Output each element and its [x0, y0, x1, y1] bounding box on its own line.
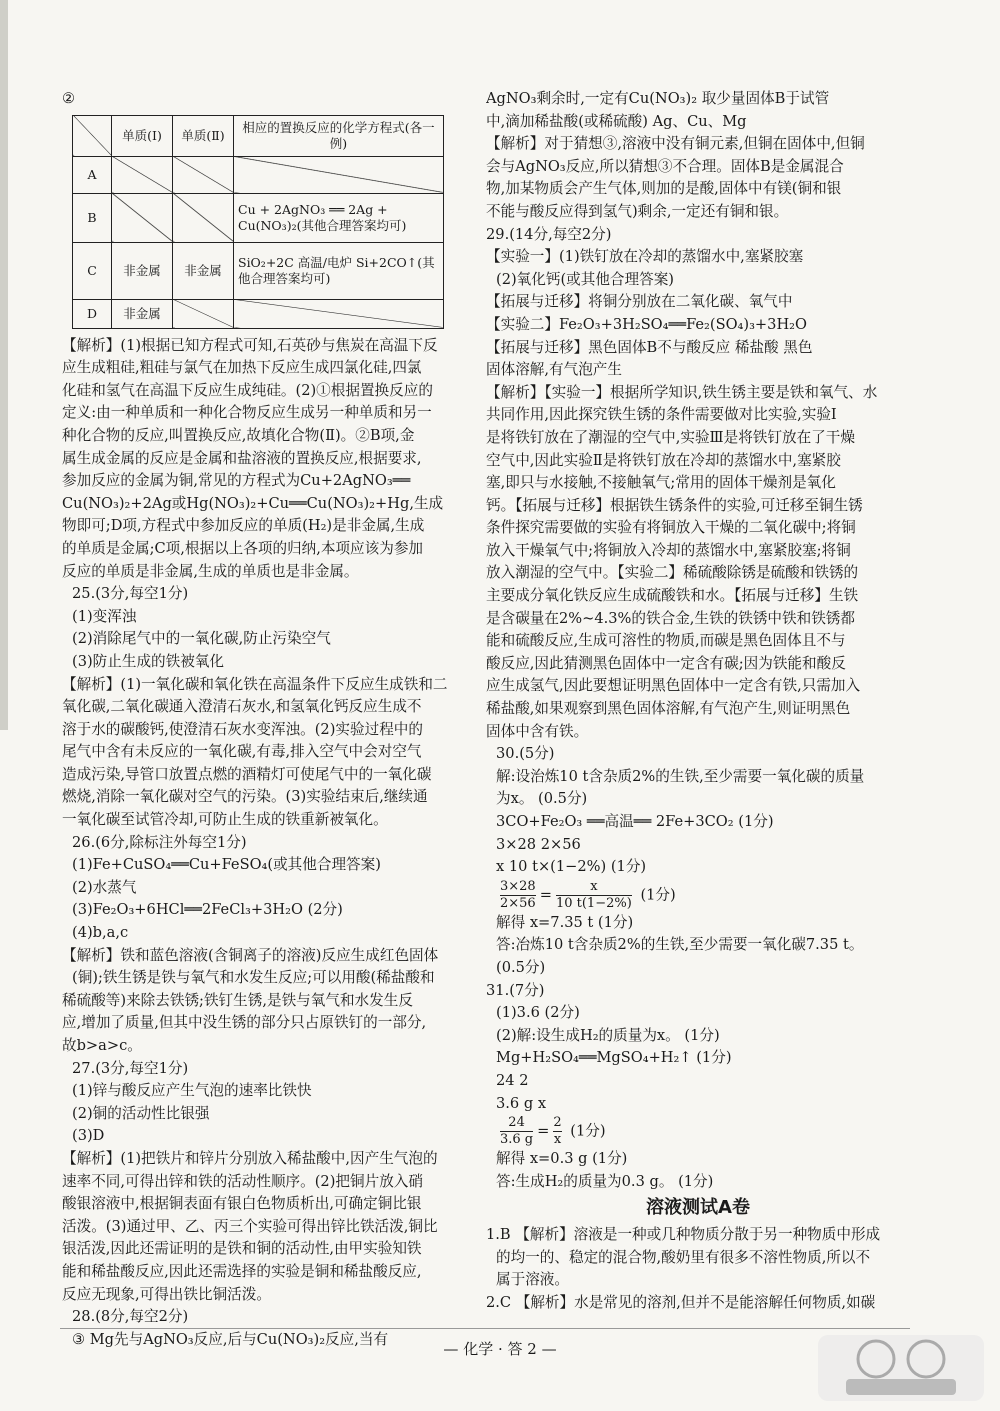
text-line: 应生成氢气,因此要想证明黑色固体中一定含有铁,只需加入: [486, 677, 861, 695]
text-line: (3)防止生成的铁被氧化: [72, 652, 225, 670]
left-column: [62, 88, 464, 1351]
text-line: 【解析】(1)根据已知方程式可知,石英砂与焦炭在高温下反: [62, 336, 438, 354]
text-line: 30.(5分): [496, 745, 555, 763]
table-cell: 非金属: [112, 242, 173, 299]
text-line: 25.(3分,每空1分): [72, 585, 189, 603]
text-line: 答:生成H₂的质量为0.3 g。 (1分): [496, 1172, 714, 1190]
text-line: (1)锌与酸反应产生气泡的速率比铁快: [72, 1082, 312, 1100]
table-header-cell: 相应的置换反应的化学方程式(各一例): [234, 115, 444, 156]
text-line: (3)D: [72, 1127, 105, 1145]
text-line: 应生成粗硅,粗硅与氯气在加热下反应生成四氯化硅,四氯: [62, 359, 422, 377]
points-label: (1分): [640, 886, 676, 904]
text-line: 尾气中含有未反应的一氧化碳,有毒,排入空气中会对空气: [62, 743, 422, 761]
text-line: 解得 x=0.3 g (1分): [496, 1150, 628, 1168]
text-line: 燃烧,消除一氧化碳对空气的污染。(3)实验结束后,继续通: [62, 788, 428, 806]
table-cell: SiO₂+2C 高温/电炉 Si+2CO↑(其他合理答案均可): [234, 242, 444, 299]
text-line: (1)3.6 (2分): [496, 1004, 580, 1022]
text-line: 3CO+Fe₂O₃ ══高温══ 2Fe+3CO₂ (1分): [496, 813, 774, 830]
table-cell: [173, 156, 234, 193]
text-line: 一氧化碳至试管冷却,可防止生成的铁重新被氧化。: [62, 811, 388, 829]
text-line: 【解析】(1)把铁片和锌片分别放入稀盐酸中,因产生气泡的: [62, 1149, 438, 1167]
text-line: (0.5分): [496, 958, 546, 976]
text-line: 28.(8分,每空2分): [72, 1308, 189, 1326]
text-line: 故b>a>c。: [62, 1037, 142, 1054]
text-line: 固体溶解,有气泡产生: [486, 361, 622, 379]
text-line: 属生成金属的反应是金属和盐溶液的置换反应,根据要求,: [62, 449, 422, 467]
text-line: 的单质是金属;C项,根据以上各项的归纳,本项应该为参加: [62, 539, 424, 557]
text-line: 3.6 g x: [496, 1094, 547, 1112]
text-line: 为x。 (0.5分): [496, 790, 588, 808]
text-line: (1)变浑浊: [72, 607, 137, 625]
text-line: AgNO₃剩余时,一定有Cu(NO₃)₂ 取少量固体B于试管: [486, 90, 830, 107]
text-line: 主要成分氧化铁反应生成硫酸铁和水。【拓展与迁移】生铁: [486, 587, 859, 605]
text-line: 能和硫酸反应,生成可溶性的物质,而碳是黑色固体且不与: [486, 632, 846, 650]
text-line: 化硅和氢气在高温下反应生成纯硅。(2)①根据置换反应的: [62, 381, 433, 399]
text-line: (3)Fe₂O₃+6HCl══2FeCl₃+3H₂O (2分): [72, 901, 343, 919]
text-line: 24 2: [496, 1071, 529, 1089]
fraction: $\frac{3\times 28}{2\times 56}$: [500, 878, 536, 911]
footer-rule: [60, 1328, 910, 1329]
table-cell: [173, 299, 234, 328]
text-line: 银活泼,因此还需证明的是铁和铜的活动性,由甲实验知铁: [62, 1240, 422, 1258]
text-line: 的均一的、稳定的混合物,酸奶里有很多不溶性物质,所以不: [496, 1248, 871, 1266]
text-line: 塞,即只与水接触,不接触氧气;常用的固体干燥剂是氧化: [486, 474, 836, 492]
text-line: 条件探究需要做的实验有将铜放入干燥的二氧化碳中;将铜: [486, 519, 856, 537]
text-line: 造成污染,导管口放置点燃的酒精灯可使尾气中的一氧化碳: [62, 765, 432, 783]
text-line: 酸反应,因此猜测黑色固体中一定含有碳;因为铁能和酸反: [486, 654, 846, 672]
table-header-cell: 单质(Ⅰ): [112, 115, 173, 156]
right-text-block: [486, 88, 910, 879]
text-line: 固体中含有铁。: [486, 722, 589, 740]
text-line: 速率不同,可得出锌和铁的活动性顺序。(2)把铜片放入硝: [62, 1172, 423, 1190]
table-cell: D: [73, 299, 112, 328]
text-line: 29.(14分,每空2分): [486, 225, 612, 243]
text-line: Cu(NO₃)₂+2Ag或Hg(NO₃)₂+Cu══Cu(NO₃)₂+Hg,生成: [62, 494, 444, 512]
text-line: 【解析】对于猜想③,溶液中没有铜元素,但铜在固体中,但铜: [486, 135, 865, 153]
text-line: 不能与酸反应得到氢气)剩余,一定还有铜和银。: [486, 202, 789, 220]
text-line: (2)水蒸气: [72, 878, 137, 896]
text-line: 3×28 2×56: [496, 835, 581, 853]
text-line: 物即可;D项,方程式中参加反应的单质(H₂)是非金属,生成: [62, 517, 425, 535]
table-label: ②: [62, 90, 76, 107]
text-line: 解得 x=7.35 t (1分): [496, 913, 634, 931]
text-line: 【解析】【实验一】根据所学知识,铁生锈主要是铁和氧气、水: [486, 383, 878, 401]
fraction: $\frac{2}{x}$: [553, 1115, 562, 1148]
text-line: 26.(6分,除标注外每空1分): [72, 833, 247, 851]
text-line: (1)Fe+CuSO₄══Cu+FeSO₄(或其他合理答案): [72, 856, 381, 874]
fraction: $\frac{24}{3.6 g}$: [500, 1115, 534, 1148]
text-line: 【解析】铁和蓝色溶液(含铜离子的溶液)反应生成红色固体: [62, 946, 439, 964]
text-line: 稀硫酸等)来除去铁锈;铁钉生锈,是铁与氧气和水发生反: [62, 991, 413, 1009]
text-line: 活泼。(3)通过甲、乙、丙三个实验可得出锌比铁活泼,铜比: [62, 1217, 438, 1235]
text-line: Mg+H₂SO₄══MgSO₄+H₂↑ (1分): [496, 1049, 732, 1067]
text-line: 物,加某物质会产生气体,则加的是酸,固体中有镁(铜和银: [486, 180, 842, 198]
text-line: 是将铁钉放在了潮湿的空气中,实验Ⅲ是将铁钉放在了干燥: [486, 428, 855, 446]
text-line: 定义:由一种单质和一种化合物反应生成另一种单质和另一: [62, 404, 432, 422]
text-line: 反应无现象,可得出铁比铜活泼。: [62, 1285, 271, 1303]
right-column: [486, 88, 910, 1314]
text-line: (2)消除尾气中的一氧化碳,防止污染空气: [72, 630, 331, 648]
text-line: 氧化碳,二氧化碳通入澄清石灰水,和氢氧化钙反应生成不: [62, 698, 422, 716]
table-row: [73, 299, 444, 328]
right-text-block: [486, 1224, 910, 1314]
text-line: 能和稀盐酸反应,因此还需选择的实验是铜和稀盐酸反应,: [62, 1262, 422, 1280]
table-header-cell: [73, 115, 112, 156]
text-line: 1.B 【解析】溶液是一种或几种物质分散于另一种物质中形成: [486, 1225, 881, 1243]
text-line: 钙。【拓展与迁移】根据铁生锈条件的实验,可迁移至铜生锈: [486, 496, 863, 514]
text-line: 中,滴加稀盐酸(或稀硫酸) Ag、Cu、Mg: [486, 112, 747, 130]
text-line: (铜);铁生锈是铁与氧气和水发生反应;可以用酸(稀盐酸和: [72, 969, 435, 987]
table-cell: [173, 193, 234, 242]
table-header-row: [73, 115, 444, 156]
right-text-block: [486, 912, 910, 1115]
watermark-logo: [816, 1333, 986, 1403]
text-line: 应,增加了质量,但其中没生锈的部分只占原铁钉的一部分,: [62, 1014, 427, 1032]
text-line: 放入潮湿的空气中。【实验二】稀硫酸除锈是硫酸和铁锈的: [486, 564, 859, 582]
table-cell: C: [73, 242, 112, 299]
table-row: [73, 156, 444, 193]
text-line: 是含碳量在2%~4.3%的铁合金,生铁的铁锈中铁和铁锈都: [486, 609, 855, 627]
scan-edge: [0, 0, 8, 730]
substitution-table: [72, 115, 444, 329]
table-cell: Cu + 2AgNO₃ ══ 2Ag + Cu(NO₃)₂(其他合理答案均可): [234, 193, 444, 242]
table-cell: B: [73, 193, 112, 242]
section-title: 溶液测试A卷: [646, 1197, 750, 1219]
text-line: 解:设治炼10 t含杂质2%的生铁,至少需要一氧化碳的质量: [496, 767, 865, 785]
text-line: 酸银溶液中,根据铜表面有银白色物质析出,可确定铜比银: [62, 1195, 422, 1213]
proportion-equation: $\frac{24}{3.6 g}$ = $\frac{2}{x}$ (1分): [500, 1115, 606, 1148]
table-header-cell: 单质(Ⅱ): [173, 115, 234, 156]
text-line: 【解析】(1)一氧化碳和氧化铁在高温条件下反应生成铁和二: [62, 675, 448, 693]
page-footer: — 化学 · 答 2 —: [443, 1340, 557, 1358]
right-text-block: [486, 1148, 910, 1193]
text-line: 答:冶炼10 t含杂质2%的生铁,至少需要一氧化碳7.35 t。: [496, 936, 864, 954]
text-line: 参加反应的金属为铜,常见的方程式为Cu+2AgNO₃══: [62, 472, 411, 490]
text-line: x 10 t×(1−2%) (1分): [496, 858, 647, 876]
table-cell: [112, 193, 173, 242]
table-row: [73, 193, 444, 242]
points-label: (1分): [570, 1122, 606, 1140]
text-line: 反应的单质是非金属,生成的单质也是非金属。: [62, 562, 359, 580]
text-line: 2.C 【解析】水是常见的溶剂,但并不是能溶解任何物质,如碳: [486, 1293, 876, 1311]
table-cell: 非金属: [173, 242, 234, 299]
text-line: 【拓展与迁移】将铜分别放在二氧化碳、氧气中: [486, 293, 793, 311]
table-cell: [234, 299, 444, 328]
text-line: (2)解:设生成H₂的质量为x。 (1分): [496, 1026, 720, 1044]
table-cell: [112, 156, 173, 193]
table-cell: A: [73, 156, 112, 193]
text-line: 【实验一】(1)铁钉放在冷却的蒸馏水中,塞紧胶塞: [486, 248, 804, 266]
text-line: 【实验二】Fe₂O₃+3H₂SO₄══Fe₂(SO₄)₃+3H₂O: [486, 315, 807, 333]
text-line: (2)氧化钙(或其他合理答案): [496, 270, 674, 288]
text-line: 种化合物的反应,叫置换反应,故填化合物(Ⅱ)。②B项,金: [62, 426, 415, 444]
fraction: $\frac{x}{10 t(1-2\%)}$: [555, 878, 632, 911]
left-text-block: [62, 335, 464, 1352]
text-line: 31.(7分): [486, 981, 545, 999]
table-cell: 非金属: [112, 299, 173, 328]
text-line: 【拓展与迁移】黑色固体B不与酸反应 稀盐酸 黑色: [486, 338, 813, 356]
text-line: 会与AgNO₃反应,所以猜想③不合理。固体B是金属混合: [486, 157, 844, 175]
table-row: [73, 242, 444, 299]
text-line: (2)铜的活动性比银强: [72, 1104, 210, 1122]
text-line: (4)b,a,c: [72, 924, 129, 942]
text-line: 放入干燥氧气中;将铜放入冷却的蒸馏水中,塞紧胶塞;将铜: [486, 541, 851, 559]
text-line: ③ Mg先与AgNO₃反应,后与Cu(NO₃)₂反应,当有: [72, 1330, 389, 1348]
text-line: 空气中,因此实验Ⅱ是将铁钉放在冷却的蒸馏水中,塞紧胶: [486, 451, 841, 469]
table-cell: [234, 156, 444, 193]
text-line: 27.(3分,每空1分): [72, 1059, 189, 1077]
text-line: 溶于水的碳酸钙,使澄清石灰水变浑浊。(2)实验过程中的: [62, 720, 423, 738]
text-line: 属于溶液。: [496, 1271, 569, 1289]
text-line: 稀盐酸,如果观察到黑色固体溶解,有气泡产生,则证明黑色: [486, 700, 851, 718]
proportion-equation: $\frac{3\times 28}{2\times 56}$ = $\frac{x}{10 t(1-2\%)}$ (1分): [500, 878, 676, 911]
text-line: 共同作用,因此探究铁生锈的条件需要做对比实验,实验Ⅰ: [486, 406, 837, 424]
